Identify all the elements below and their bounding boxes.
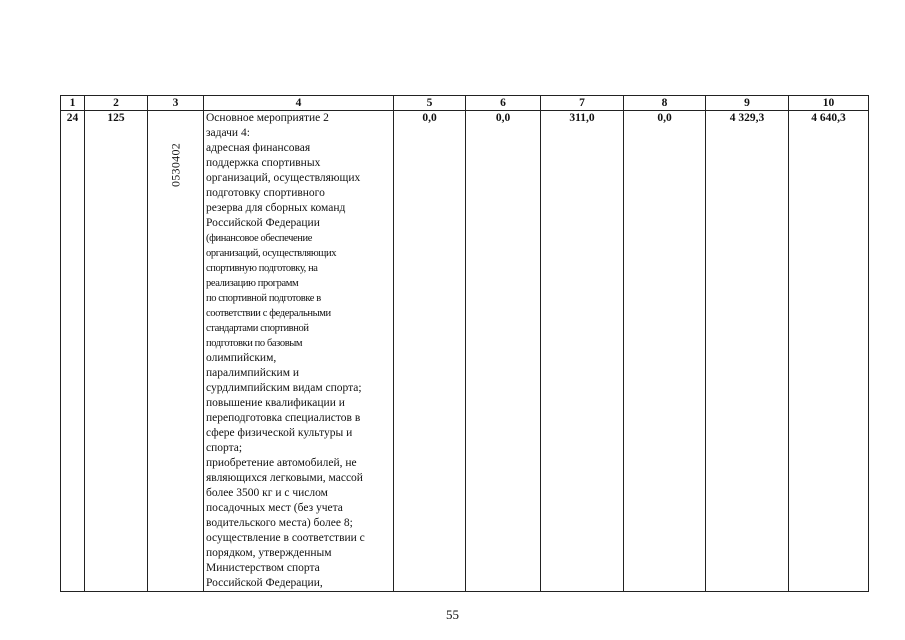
classification-code-cell bbox=[148, 111, 204, 592]
description-line: подготовку спортивного bbox=[206, 187, 325, 199]
value-col6: 0,0 bbox=[466, 111, 541, 592]
description-line: сфере физической культуры и bbox=[206, 427, 353, 439]
value-col8: 0,0 bbox=[624, 111, 706, 592]
value-col5: 0,0 bbox=[394, 111, 466, 592]
description-line: организаций, осуществляющих bbox=[206, 248, 337, 259]
header-cell-7: 7 bbox=[541, 96, 624, 111]
description-line: Министерством спорта bbox=[206, 562, 320, 574]
description-line: Основное мероприятие 2 bbox=[206, 112, 329, 124]
description-line: водительского места) более 8; bbox=[206, 517, 353, 529]
description-line: резерва для сборных команд bbox=[206, 202, 346, 214]
description-line: подготовки по базовым bbox=[206, 338, 303, 349]
row-code: 125 bbox=[85, 111, 148, 592]
description-line: (финансовое обеспечение bbox=[206, 233, 312, 244]
description-line: реализацию программ bbox=[206, 278, 299, 289]
description-line: являющихся легковыми, массой bbox=[206, 472, 363, 484]
header-cell-5: 5 bbox=[394, 96, 466, 111]
header-cell-2: 2 bbox=[85, 96, 148, 111]
description-line: более 3500 кг и с числом bbox=[206, 487, 328, 499]
description-line: поддержка спортивных bbox=[206, 157, 321, 169]
description-line: осуществление в соответствии с bbox=[206, 532, 365, 544]
description-line: Российской Федерации bbox=[206, 217, 320, 229]
description-line: спортивную подготовку, на bbox=[206, 263, 318, 274]
page-number: 55 bbox=[446, 607, 459, 622]
activity-description bbox=[204, 111, 394, 592]
description-line: по спортивной подготовке в bbox=[206, 293, 321, 304]
description-line: переподготовка специалистов в bbox=[206, 412, 361, 424]
description-line: Российской Федерации, bbox=[206, 577, 323, 589]
description-line: порядком, утвержденным bbox=[206, 547, 332, 559]
description-line: приобретение автомобилей, не bbox=[206, 457, 357, 469]
description-line: посадочных мест (без учета bbox=[206, 502, 343, 514]
classification-code: 0530402 bbox=[168, 142, 182, 188]
row-number: 24 bbox=[61, 111, 85, 592]
header-cell-9: 9 bbox=[706, 96, 789, 111]
value-col9: 4 329,3 bbox=[706, 111, 789, 592]
description-line: сурдлимпийским видам спорта; bbox=[206, 382, 362, 394]
description-line: соответствии с федеральными bbox=[206, 308, 331, 319]
value-col10: 4 640,3 bbox=[789, 111, 869, 592]
table-row bbox=[61, 111, 869, 592]
budget-table bbox=[60, 95, 869, 592]
description-line: повышение квалификации и bbox=[206, 397, 345, 409]
value-col7: 311,0 bbox=[541, 111, 624, 592]
description-line: организаций, осуществляющих bbox=[206, 172, 361, 184]
table-header-row bbox=[61, 96, 869, 111]
header-cell-1: 1 bbox=[61, 96, 85, 111]
description-line: паралимпийским и bbox=[206, 367, 299, 379]
header-cell-6: 6 bbox=[466, 96, 541, 111]
description-line: задачи 4: bbox=[206, 127, 250, 139]
header-cell-3: 3 bbox=[148, 96, 204, 111]
header-cell-10: 10 bbox=[789, 96, 869, 111]
description-line: адресная финансовая bbox=[206, 142, 311, 154]
description-line: стандартами спортивной bbox=[206, 323, 309, 334]
description-line: олимпийским, bbox=[206, 352, 277, 364]
header-cell-8: 8 bbox=[624, 96, 706, 111]
description-line: спорта; bbox=[206, 442, 243, 454]
header-cell-4: 4 bbox=[204, 96, 394, 111]
